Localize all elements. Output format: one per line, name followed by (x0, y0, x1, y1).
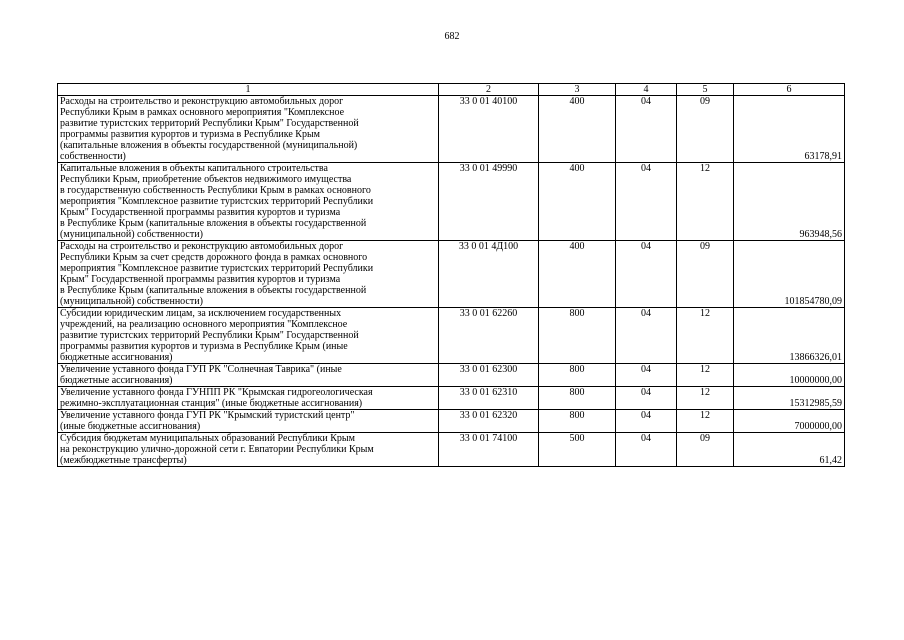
cell-expense-name: Увеличение уставного фонда ГУП РК "Крымский туристский центр" (иные бюджетные ассигнования) (58, 410, 439, 433)
cell-target-code: 33 0 01 4Д100 (439, 241, 539, 308)
cell-expense-type: 800 (539, 308, 616, 364)
header-cell-rz: 4 (616, 84, 677, 96)
table-row (58, 96, 845, 163)
cell-expense-name: Увеличение уставного фонда ГУП РК "Солнечная Таврика" (иные бюджетные ассигнования) (58, 364, 439, 387)
cell-section: 04 (616, 163, 677, 241)
cell-expense-type: 800 (539, 410, 616, 433)
cell-subsection: 12 (677, 163, 734, 241)
cell-expense-type: 400 (539, 163, 616, 241)
cell-target-code: 33 0 01 40100 (439, 96, 539, 163)
cell-amount: 963948,56 (734, 163, 845, 241)
cell-subsection: 12 (677, 308, 734, 364)
cell-subsection: 12 (677, 410, 734, 433)
cell-expense-name: Субсидия бюджетам муниципальных образований Республики Крым на реконструкцию улично-дорожной сети г. Евпатории Республики Крым (межбюджетные трансферты) (58, 433, 439, 467)
header-cell-pr: 5 (677, 84, 734, 96)
cell-amount: 101854780,09 (734, 241, 845, 308)
header-cell-code: 2 (439, 84, 539, 96)
header-cell-amount: 6 (734, 84, 845, 96)
table-row (58, 433, 845, 467)
header-cell-name: 1 (58, 84, 439, 96)
cell-section: 04 (616, 96, 677, 163)
cell-amount: 7000000,00 (734, 410, 845, 433)
cell-target-code: 33 0 01 62310 (439, 387, 539, 410)
cell-section: 04 (616, 433, 677, 467)
budget-table (57, 83, 845, 467)
cell-section: 04 (616, 308, 677, 364)
cell-section: 04 (616, 241, 677, 308)
cell-section: 04 (616, 364, 677, 387)
cell-target-code: 33 0 01 62320 (439, 410, 539, 433)
cell-subsection: 12 (677, 387, 734, 410)
table-row (58, 163, 845, 241)
cell-expense-name: Субсидии юридическим лицам, за исключением государственных учреждений, на реализацию основного мероприятия "Комплексное развитие туристских территорий Республики Крым" Государственной программы развития курортов и туризма в Республике Крым (иные бюджетные ассигнования) (58, 308, 439, 364)
cell-subsection: 09 (677, 96, 734, 163)
page-number: 682 (444, 31, 460, 42)
cell-amount: 10000000,00 (734, 364, 845, 387)
cell-target-code: 33 0 01 49990 (439, 163, 539, 241)
table-row (58, 241, 845, 308)
cell-subsection: 09 (677, 241, 734, 308)
table-header-row (58, 84, 845, 96)
cell-expense-name: Расходы на строительство и реконструкцию автомобильных дорог Республики Крым за счет средств дорожного фонда в рамках основного мероприятия "Комплексное развитие туристских территорий Республики Крым" Государственной программы развития курортов и туризма в Республике Крым (капитальные вложения в объекты государственной (муниципальной) собственности) (58, 241, 439, 308)
cell-expense-name: Расходы на строительство и реконструкцию автомобильных дорог Республики Крым в рамках основного мероприятия "Комплексное развитие туристских территорий Республики Крым" Государственной программы развития курортов и туризма в Республике Крым (капитальные вложения в объекты государственной (муниципальной) собственности) (58, 96, 439, 163)
cell-amount: 63178,91 (734, 96, 845, 163)
table-row (58, 410, 845, 433)
cell-expense-type: 800 (539, 364, 616, 387)
table-row (58, 387, 845, 410)
cell-subsection: 12 (677, 364, 734, 387)
table-row (58, 308, 845, 364)
cell-expense-name: Капитальные вложения в объекты капитального строительства Республики Крым, приобретение объектов недвижимого имущества в государственную собственность Республики Крым в рамках основного мероприятия "Комплексное развитие туристских территорий Республики Крым" Государственной программы развития курортов и туризма в Республике Крым (капитальные вложения в объекты государственной (муниципальной) собственности) (58, 163, 439, 241)
cell-expense-name: Увеличение уставного фонда ГУНПП РК "Крымская гидрогеологическая режимно-эксплуатационная станция" (иные бюджетные ассигнования) (58, 387, 439, 410)
cell-target-code: 33 0 01 62300 (439, 364, 539, 387)
cell-expense-type: 800 (539, 387, 616, 410)
cell-amount: 61,42 (734, 433, 845, 467)
cell-subsection: 09 (677, 433, 734, 467)
cell-expense-type: 400 (539, 96, 616, 163)
cell-section: 04 (616, 387, 677, 410)
header-cell-vr: 3 (539, 84, 616, 96)
cell-target-code: 33 0 01 62260 (439, 308, 539, 364)
cell-amount: 15312985,59 (734, 387, 845, 410)
table-row (58, 364, 845, 387)
cell-amount: 13866326,01 (734, 308, 845, 364)
cell-expense-type: 400 (539, 241, 616, 308)
table-body (58, 84, 845, 467)
cell-section: 04 (616, 410, 677, 433)
cell-expense-type: 500 (539, 433, 616, 467)
cell-target-code: 33 0 01 74100 (439, 433, 539, 467)
